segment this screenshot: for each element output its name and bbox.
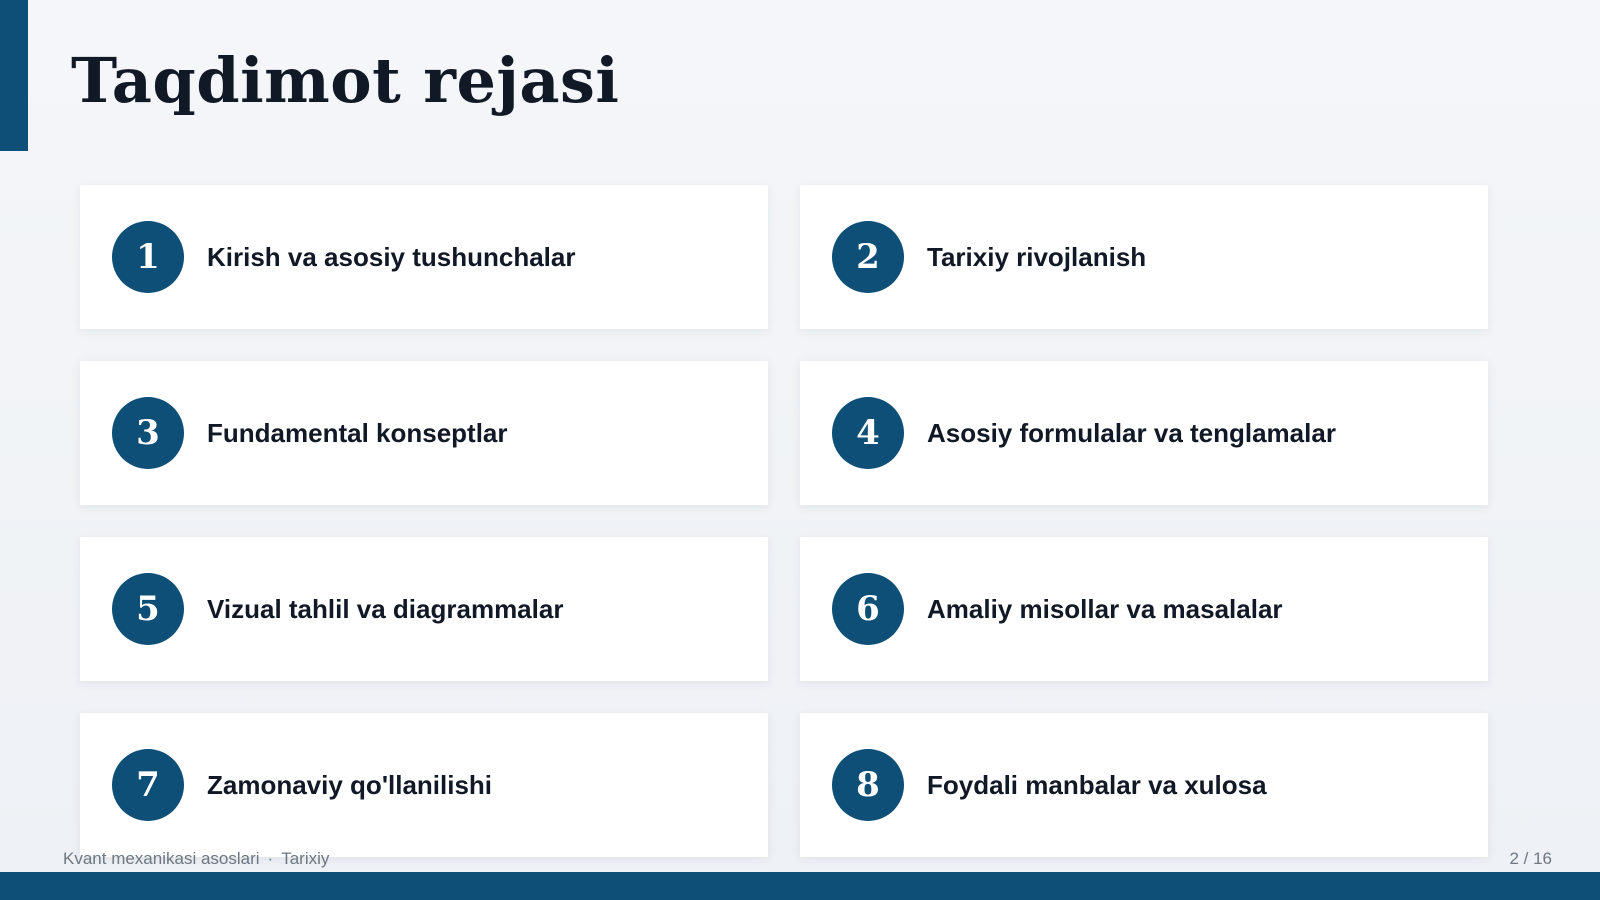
footer-separator: · [267, 849, 274, 868]
agenda-number-badge: 6 [832, 573, 904, 645]
agenda-number-badge: 3 [112, 397, 184, 469]
slide-title: Taqdimot rejasi [71, 44, 620, 117]
agenda-item-2[interactable] [800, 185, 1488, 329]
agenda-item-1[interactable] [80, 185, 768, 329]
agenda-number-badge: 7 [112, 749, 184, 821]
agenda-item-7[interactable] [80, 713, 768, 857]
page-number: 2 / 16 [1509, 849, 1552, 868]
agenda-item-label: Amaliy misollar va masalalar [927, 593, 1283, 624]
footer-section-title: Tarixiy [281, 849, 330, 868]
agenda-item-label: Asosiy formulalar va tenglamalar [927, 417, 1336, 448]
agenda-number-badge: 8 [832, 749, 904, 821]
agenda-item-label: Foydali manbalar va xulosa [927, 769, 1267, 800]
agenda-item-6[interactable] [800, 537, 1488, 681]
agenda-number-badge: 5 [112, 573, 184, 645]
agenda-item-5[interactable] [80, 537, 768, 681]
footer-accent-bar [0, 872, 1600, 900]
agenda-item-3[interactable] [80, 361, 768, 505]
agenda-item-label: Kirish va asosiy tushunchalar [207, 241, 576, 272]
agenda-number-badge: 4 [832, 397, 904, 469]
title-accent-bar [0, 0, 28, 151]
agenda-number-badge: 1 [112, 221, 184, 293]
agenda-grid [80, 185, 1490, 857]
agenda-number-badge: 2 [832, 221, 904, 293]
footer-breadcrumb [63, 849, 329, 869]
agenda-item-label: Vizual tahlil va diagrammalar [207, 593, 564, 624]
agenda-item-8[interactable] [800, 713, 1488, 857]
agenda-item-label: Fundamental konseptlar [207, 417, 508, 448]
footer-course-title: Kvant mexanikasi asoslari [63, 849, 260, 868]
agenda-item-label: Zamonaviy qo'llanilishi [207, 769, 493, 800]
agenda-item-4[interactable] [800, 361, 1488, 505]
agenda-item-label: Tarixiy rivojlanish [927, 241, 1147, 272]
